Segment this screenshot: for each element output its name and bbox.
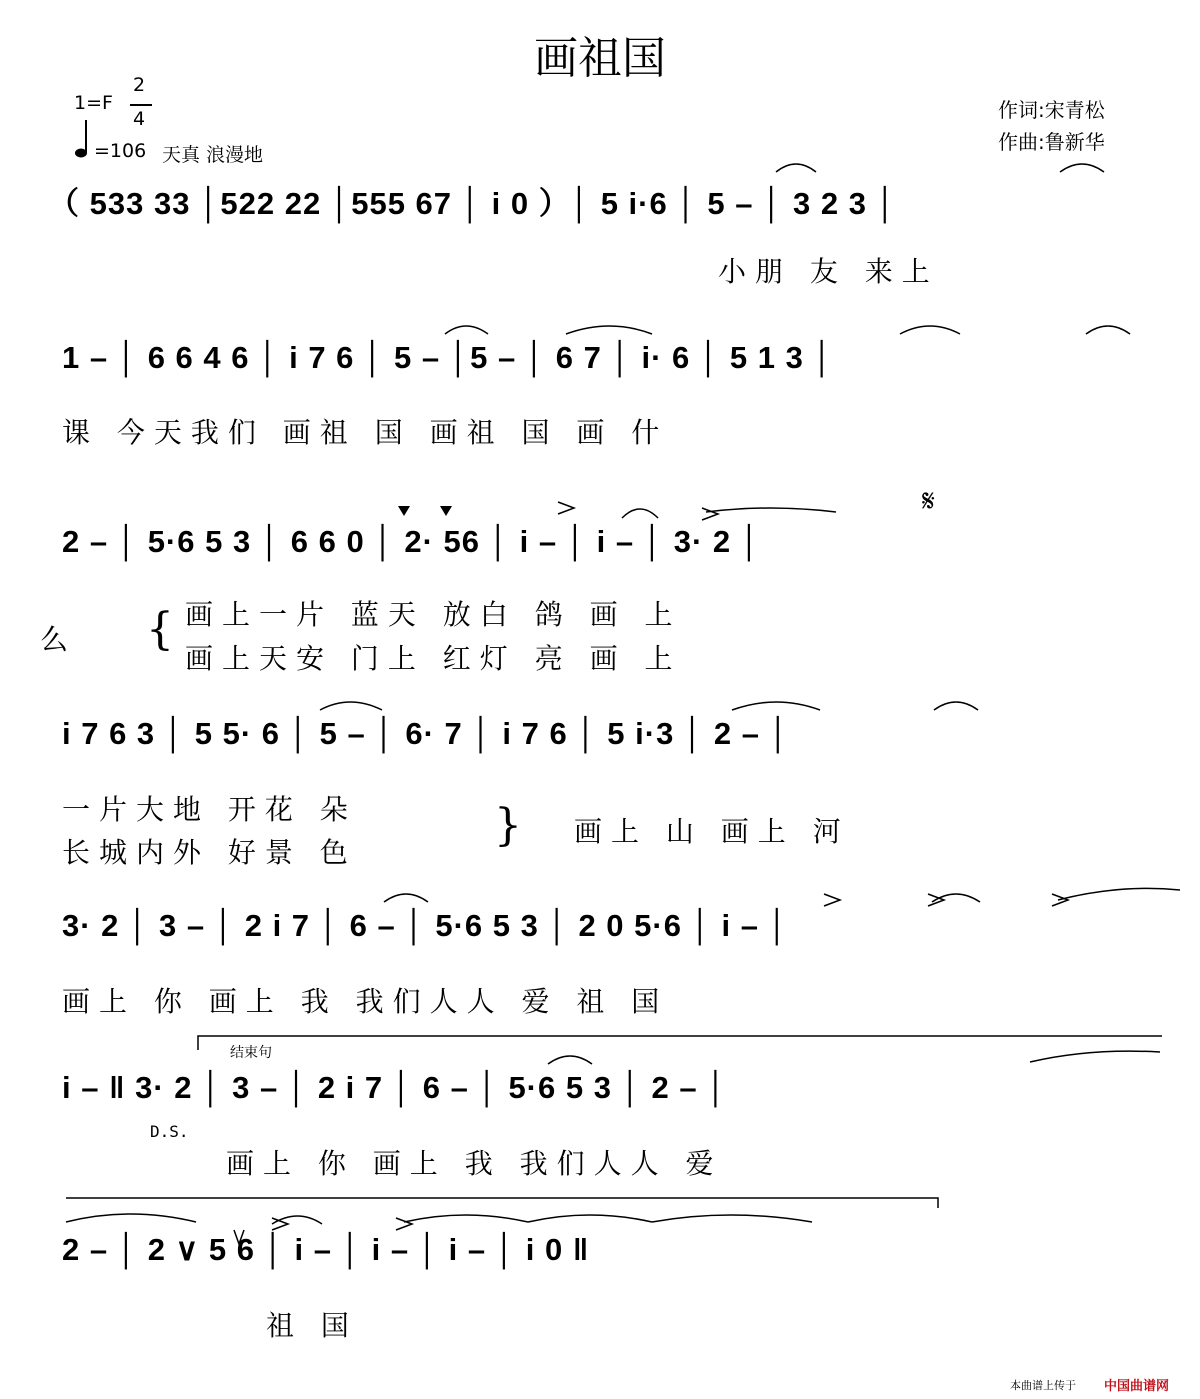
- key-signature: 1=F: [74, 92, 113, 114]
- slur: [776, 164, 816, 172]
- notation-row-2: 1 – │ 6 6 4 6 │ i 7 6 │ 5 – │5 – │ 6 7 │ i· 6 │ 5 1 3 │: [62, 340, 834, 375]
- right-brace-icon: }: [494, 800, 522, 851]
- lyrics-row-3-verse-1: 画上一片 蓝天 放白 鸽 画 上: [185, 598, 682, 631]
- notation-row-3: 2 – │ 5·6 5 3 │ 6 6 0 │ 2· 56 │ i – │ i – │ 3· 2 │: [62, 524, 762, 559]
- verse-label: 么: [40, 623, 78, 656]
- notation-row-6: i – ‖ 3· 2 │ 3 – │ 2 i 7 │ 6 – │ 5·6 5 3 │ 2 – │: [62, 1070, 728, 1105]
- site-logo: 中国曲谱网: [1104, 1378, 1170, 1393]
- tie: [706, 508, 836, 512]
- tie: [404, 1215, 528, 1222]
- staccato-mark: [440, 506, 452, 516]
- accent-mark: [396, 1218, 412, 1230]
- tempo-marking: =106: [94, 140, 147, 162]
- lyrics-row-5: 画上 你 画上 我 我们人人 爱 祖 国: [62, 985, 669, 1018]
- ending-phrase-label: 结束句: [230, 1045, 272, 1061]
- lyrics-row-7: 祖 国: [266, 1309, 358, 1342]
- lyricist-credit: 作词:宋青松: [998, 98, 1105, 122]
- lyrics-row-2: 课 今天我们 画祖 国 画祖 国 画 什: [62, 416, 669, 449]
- composer-credit: 作曲:鲁新华: [998, 130, 1105, 154]
- slur: [320, 702, 382, 710]
- tie: [1058, 888, 1180, 900]
- segno-icon: 𝄋: [922, 484, 935, 519]
- left-brace-icon: {: [146, 604, 174, 655]
- accent-mark: [558, 502, 574, 514]
- notation-row-5: 3· 2 │ 3 – │ 2 i 7 │ 6 – │ 5·6 5 3 │ 2 0 5·6 │ i – │: [62, 908, 790, 943]
- tie: [652, 1215, 812, 1222]
- slur: [622, 509, 658, 518]
- time-signature-bottom: 4: [133, 108, 146, 130]
- slur: [445, 326, 488, 334]
- breath-mark: [234, 1230, 244, 1244]
- notation-row-1: （ 533 33 │522 22 │555 67 │ i 0 ）│ 5 i·6 │ 5 – │ 3 2 3 │: [48, 186, 897, 221]
- tie: [528, 1215, 652, 1222]
- slur: [272, 1216, 322, 1224]
- notation-row-7: 2 – │ 2 ∨ 5 6 │ i – │ i – │ i – │ i 0 ‖: [62, 1232, 590, 1267]
- lyrics-row-4-verse-2: 长城内外 好景 色: [62, 836, 357, 869]
- slur: [934, 702, 978, 710]
- ending-bracket-continued: [66, 1198, 938, 1208]
- staccato-mark: [398, 506, 410, 516]
- slur: [566, 326, 652, 334]
- tie: [1030, 1051, 1160, 1062]
- footer-upload-note: 本曲谱上传于: [1010, 1379, 1076, 1392]
- accent-mark: [824, 894, 840, 906]
- lyrics-row-6: 画上 你 画上 我 我们人人 爱: [226, 1147, 723, 1180]
- ending-bracket: [198, 1036, 1162, 1050]
- slur: [548, 1056, 592, 1064]
- slur: [1060, 164, 1104, 172]
- lyrics-row-4-continued: 画上 山 画上 河: [574, 815, 850, 848]
- time-signature-top: 2: [133, 74, 146, 96]
- lyrics-row-1: 小朋 友 来上: [718, 255, 939, 288]
- accent-mark: [702, 508, 718, 520]
- tie: [66, 1214, 196, 1222]
- slur: [900, 326, 960, 334]
- expression-marking: 天真 浪漫地: [162, 144, 264, 166]
- slur: [384, 894, 428, 902]
- song-title: 画祖国: [534, 33, 666, 84]
- slur: [1086, 326, 1130, 334]
- dal-segno-marking: D.S.: [150, 1122, 189, 1141]
- lyrics-row-3-verse-2: 画上天安 门上 红灯 亮 画 上: [185, 642, 682, 675]
- slur: [732, 702, 820, 710]
- lyrics-row-4-verse-1: 一片大地 开花 朵: [62, 793, 357, 826]
- notation-row-4: i 7 6 3 │ 5 5· 6 │ 5 – │ 6· 7 │ i 7 6 │ 5 i·3 │ 2 – │: [62, 716, 790, 751]
